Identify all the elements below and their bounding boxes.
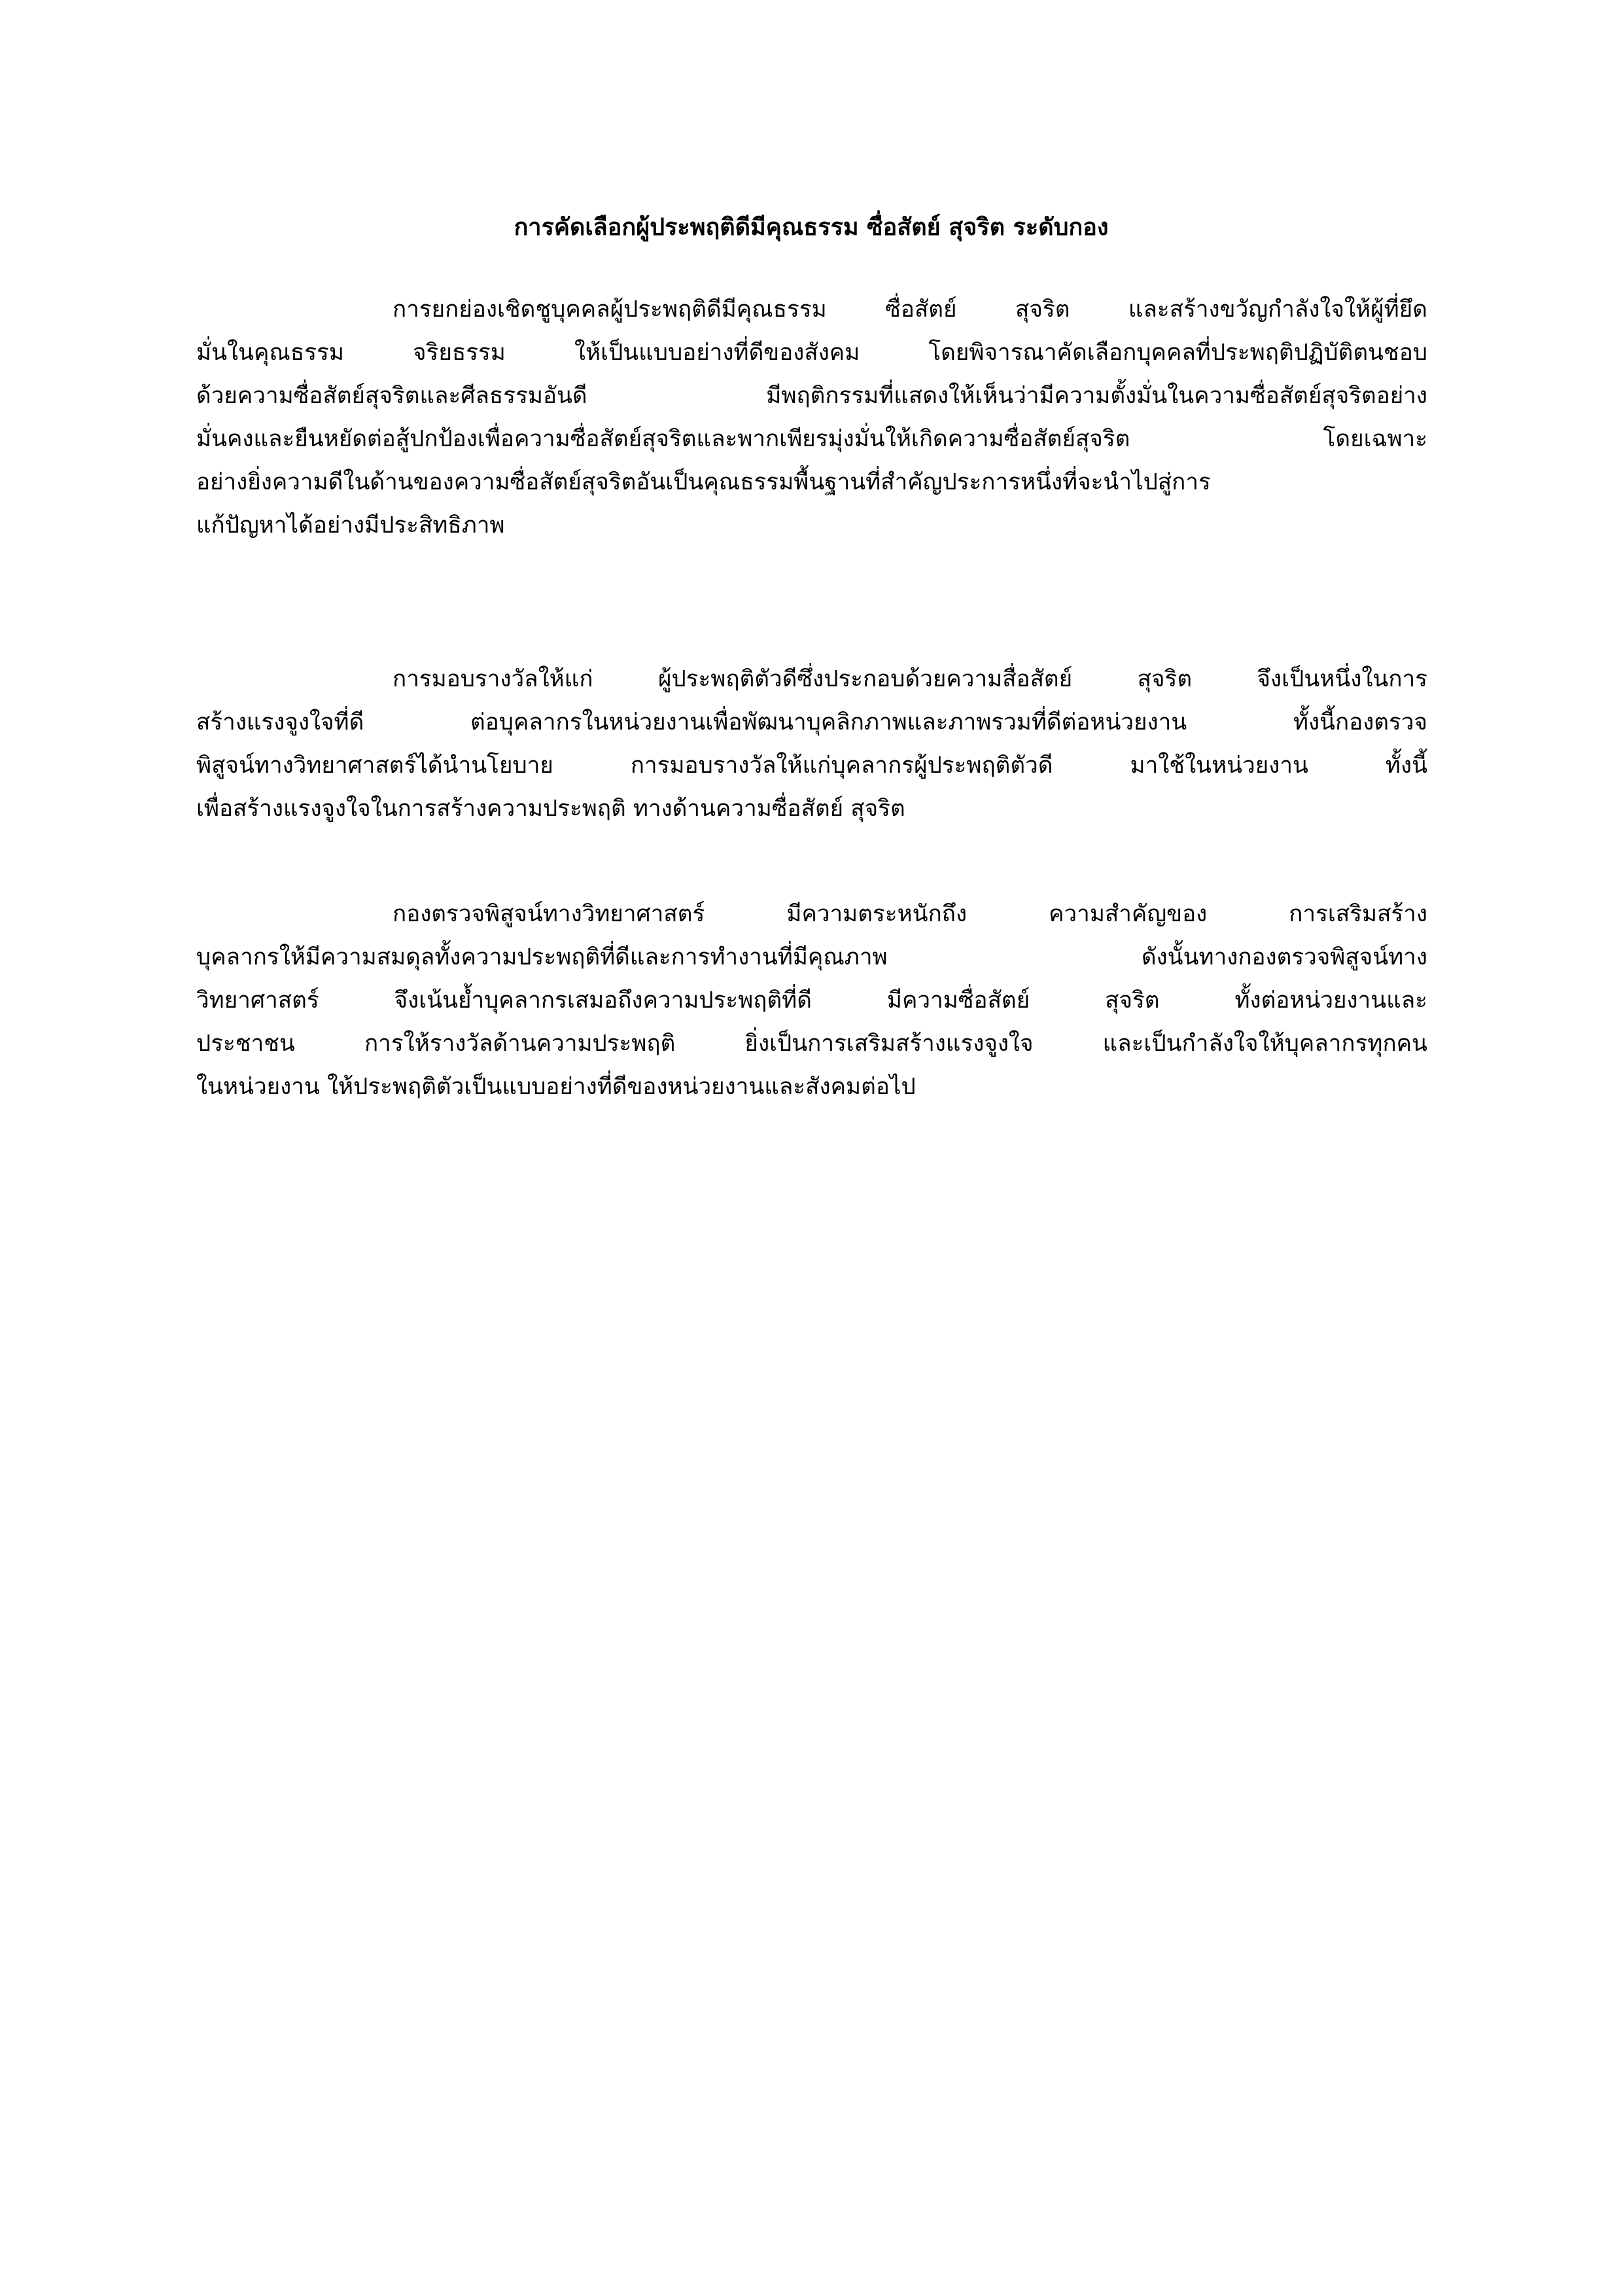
paragraph-line: มั่นในคุณธรรม จริยธรรม ให้เป็นแบบอย่างที่ดีของสังคม โดยพิจารณาคัดเลือกบุคคลที่ประพฤติปฏิบัติตนชอบ [196, 340, 1427, 366]
paragraph-line: แก้ปัญหาได้อย่างมีประสิทธิภาพ [196, 512, 505, 539]
paragraph-line: อย่างยิ่งความดีในด้านของความซื่อสัตย์สุจริตอันเป็นคุณธรรมพื้นฐานที่สำคัญประการหนึ่งที่จะนำไปสู่การ [196, 469, 1211, 495]
document-title: การคัดเลือกผู้ประพฤติดีมีคุณธรรม ซื่อสัตย์ สุจริต ระดับกอง [514, 214, 1109, 241]
paragraph-line: ในหน่วยงาน ให้ประพฤติตัวเป็นแบบอย่างที่ดีของหน่วยงานและสังคมต่อไป [196, 1074, 916, 1100]
paragraph-line: ประชาชน การให้รางวัลด้านความประพฤติ ยิ่งเป็นการเสริมสร้างแรงจูงใจ และเป็นกำลังใจให้บุคลากรทุกคน [196, 1031, 1427, 1057]
paragraph-line: มั่นคงและยืนหยัดต่อสู้ปกป้องเพื่อความซื่อสัตย์สุจริตและพากเพียรมุ่งมั่นให้เกิดความซื่อสัตย์สุจริต โดยเฉพาะ [196, 426, 1427, 452]
paragraph-line: สร้างแรงจูงใจที่ดี ต่อบุคลากรในหน่วยงานเพื่อพัฒนาบุคลิกภาพและภาพรวมที่ดีต่อหน่วยงาน ทั้งนี้กองตรวจ [196, 709, 1427, 735]
paragraph-line: ด้วยความซื่อสัตย์สุจริตและศีลธรรมอันดี มีพฤติกรรมที่แสดงให้เห็นว่ามีความตั้งมั่นในความซื่อสัตย์สุจริตอย่าง [196, 383, 1427, 409]
paragraph-2 [196, 658, 1427, 830]
paragraph-line: กองตรวจพิสูจน์ทางวิทยาศาสตร์ มีความตระหนักถึง ความสำคัญของ การเสริมสร้าง [393, 901, 1427, 927]
paragraph-3 [196, 892, 1427, 1108]
paragraph-line: เพื่อสร้างแรงจูงใจในการสร้างความประพฤติ ทางด้านความซื่อสัตย์ สุจริต [196, 796, 905, 822]
paragraph-line: วิทยาศาสตร์ จึงเน้นย้ำบุคลากรเสมอถึงความประพฤติที่ดี มีความซื่อสัตย์ สุจริต ทั้งต่อหน่วยงานและ [196, 987, 1427, 1014]
paragraph-1 [196, 288, 1427, 547]
paragraph-line: การยกย่องเชิดชูบุคคลผู้ประพฤติดีมีคุณธรรม ซื่อสัตย์ สุจริต และสร้างขวัญกำลังใจให้ผู้ที่ยึด [393, 296, 1427, 323]
paragraph-line: พิสูจน์ทางวิทยาศาสตร์ได้นำนโยบาย การมอบรางวัลให้แก่บุคลากรผู้ประพฤติตัวดี มาใช้ในหน่วยงาน ทั้งนี้ [196, 752, 1427, 779]
paragraph-line: การมอบรางวัลให้แก่ ผู้ประพฤติตัวดีซึ่งประกอบด้วยความสื่อสัตย์ สุจริต จึงเป็นหนึ่งในการ [393, 666, 1427, 692]
paragraph-line: บุคลากรให้มีความสมดุลทั้งความประพฤติที่ดีและการทำงานที่มีคุณภาพ ดังนั้นทางกองตรวจพิสูจน์ทาง [196, 944, 1427, 970]
